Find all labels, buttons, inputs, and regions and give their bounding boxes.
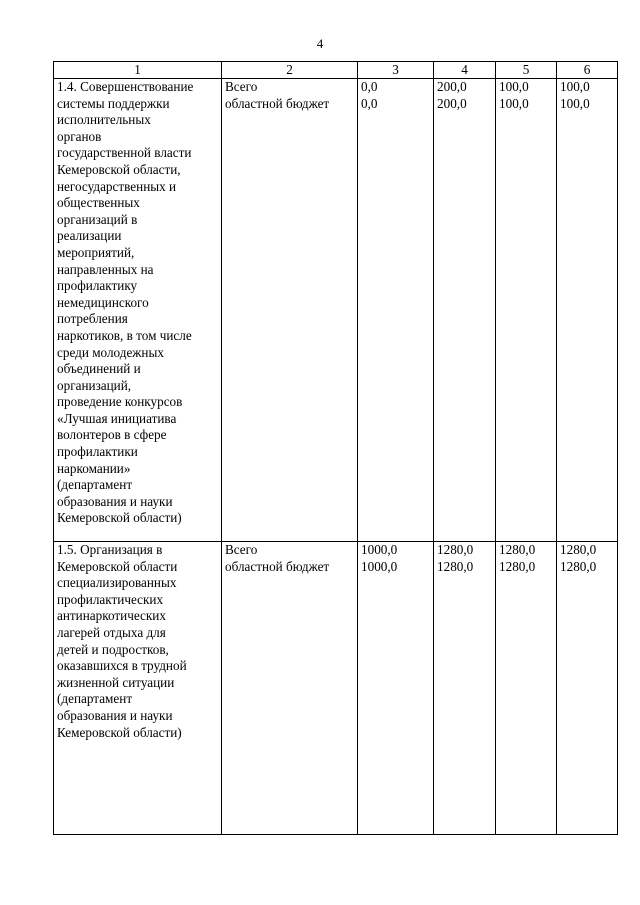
value-cell-col6 bbox=[557, 542, 618, 835]
value-total: 100,0 bbox=[499, 79, 529, 94]
column-header-4: 4 bbox=[434, 62, 496, 79]
column-header-5: 5 bbox=[496, 62, 557, 79]
funding-source-total: Всего bbox=[225, 542, 258, 557]
funding-source-total: Всего bbox=[225, 79, 258, 94]
value-total: 1280,0 bbox=[437, 542, 474, 557]
value-budget: 100,0 bbox=[560, 95, 590, 111]
value-cell-col4 bbox=[434, 79, 496, 542]
funding-source-cell bbox=[222, 542, 358, 835]
value-cell-col3 bbox=[358, 79, 434, 542]
value-total: 1280,0 bbox=[560, 542, 597, 557]
page-number: 4 bbox=[316, 36, 324, 51]
value-cell-col5 bbox=[496, 542, 557, 835]
value-cell-col4 bbox=[434, 542, 496, 835]
value-total: 0,0 bbox=[361, 79, 378, 94]
column-header-6: 6 bbox=[557, 62, 618, 79]
table-row bbox=[54, 79, 618, 542]
column-header-1: 1 bbox=[54, 62, 222, 79]
value-budget: 1280,0 bbox=[560, 558, 597, 574]
column-header-3: 3 bbox=[358, 62, 434, 79]
value-budget: 1000,0 bbox=[361, 558, 398, 574]
table-header-row bbox=[54, 62, 618, 79]
value-budget: 200,0 bbox=[437, 95, 467, 111]
budget-table bbox=[53, 61, 618, 835]
value-budget: 1280,0 bbox=[499, 558, 536, 574]
column-header-2: 2 bbox=[222, 62, 358, 79]
funding-source-cell bbox=[222, 79, 358, 542]
value-cell-col6 bbox=[557, 79, 618, 542]
value-cell-col5 bbox=[496, 79, 557, 542]
value-cell-col3 bbox=[358, 542, 434, 835]
funding-source-budget: областной бюджет bbox=[225, 95, 330, 111]
funding-source-budget: областной бюджет bbox=[225, 558, 330, 574]
measure-description: 1.5. Организация в Кемеровской области специализированных профилактических антинаркотических лагерей отдыха для детей и подростков, оказавшихся в трудной жизненной ситуации (департамент образования и науки Кемеровской области) bbox=[54, 542, 222, 835]
value-total: 100,0 bbox=[560, 79, 590, 94]
value-total: 1280,0 bbox=[499, 542, 536, 557]
value-budget: 0,0 bbox=[361, 95, 378, 111]
value-total: 200,0 bbox=[437, 79, 467, 94]
measure-description: 1.4. Совершенствование системы поддержки исполнительных органов государственной власти Кемеровской области, негосударственных и общественных организаций в реализации мероприятий, направленных на профилактику немедицинского потребления наркотиков, в том числе среди молодежных объединений и организаций, проведение конкурсов «Лучшая инициатива волонтеров в сфере профилактики наркомании» (департамент образования и науки Кемеровской области) bbox=[54, 79, 222, 542]
value-budget: 1280,0 bbox=[437, 558, 474, 574]
value-total: 1000,0 bbox=[361, 542, 398, 557]
table-row bbox=[54, 542, 618, 835]
value-budget: 100,0 bbox=[499, 95, 529, 111]
